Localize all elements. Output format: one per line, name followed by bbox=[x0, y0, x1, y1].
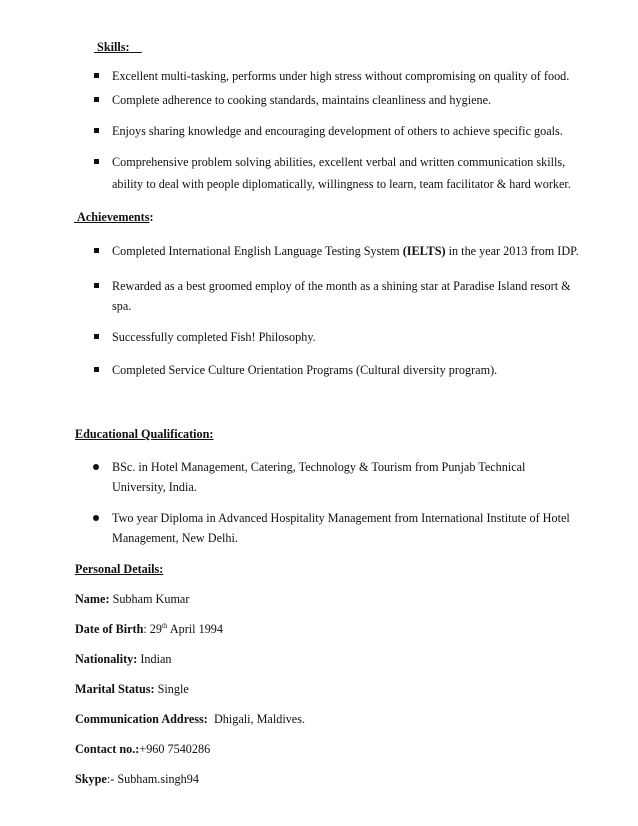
personal-skype-value: :- Subham.singh94 bbox=[106, 772, 199, 786]
skills-item-text: Enjoys sharing knowledge and encouraging development of others to achieve specific goals. bbox=[112, 124, 563, 138]
square-bullet-icon bbox=[94, 248, 99, 253]
personal-dob-label: Date of Birth bbox=[75, 622, 144, 636]
square-bullet-icon bbox=[94, 128, 99, 133]
round-bullet-icon bbox=[93, 515, 99, 521]
square-bullet-icon bbox=[94, 283, 99, 288]
personal-address-value: Dhigali, Maldives. bbox=[207, 712, 305, 726]
education-item-text: Management, New Delhi. bbox=[112, 531, 238, 545]
personal-skype-label: Skype bbox=[75, 772, 107, 786]
personal-name-value: Subham Kumar bbox=[109, 592, 190, 606]
personal-nationality-value: Indian bbox=[137, 652, 172, 666]
skills-heading bbox=[94, 40, 142, 55]
education-item-text: BSc. in Hotel Management, Catering, Technology & Tourism from Punjab Technical bbox=[112, 460, 526, 474]
achievements-item-text bbox=[112, 244, 579, 258]
achievements-heading-colon: : bbox=[149, 210, 154, 224]
education-item-text: Two year Diploma in Advanced Hospitality Management from International Institute of Hotel bbox=[112, 511, 570, 525]
personal-dob-rest: April 1994 bbox=[167, 622, 223, 636]
personal-marital-label: Marital Status: bbox=[75, 682, 155, 696]
personal-skype bbox=[75, 772, 199, 787]
square-bullet-icon bbox=[94, 334, 99, 339]
personal-marital-value: Single bbox=[154, 682, 189, 696]
skills-item-text: Complete adherence to cooking standards, maintains cleanliness and hygiene. bbox=[112, 93, 492, 107]
achievements-heading bbox=[74, 210, 154, 225]
personal-dob bbox=[75, 622, 223, 637]
personal-contact bbox=[75, 742, 210, 757]
personal-contact-label: Contact no.: bbox=[75, 742, 140, 756]
achievements-item-text-bold: (IELTS) bbox=[402, 244, 446, 258]
square-bullet-icon bbox=[94, 159, 99, 164]
square-bullet-icon bbox=[94, 73, 99, 78]
achievements-item-text-pre: Completed International English Language Testing System bbox=[112, 244, 403, 258]
skills-item-text: ability to deal with people diplomatically, willingness to learn, team facilitator & hard worker. bbox=[112, 177, 571, 191]
education-heading: Educational Qualification: bbox=[75, 427, 214, 441]
personal-dob-day: : 29 bbox=[143, 622, 162, 636]
skills-heading-text: Skills: bbox=[97, 40, 130, 54]
square-bullet-icon bbox=[94, 367, 99, 372]
personal-name bbox=[75, 592, 189, 607]
personal-address-label: Communication Address: bbox=[75, 712, 208, 726]
skills-item-text: Excellent multi-tasking, performs under high stress without compromising on quality of food. bbox=[112, 69, 570, 83]
education-item-text: University, India. bbox=[112, 480, 197, 494]
achievements-item-text: Rewarded as a best groomed employ of the month as a shining star at Paradise Island resort & bbox=[112, 279, 571, 293]
achievements-item-text-post: in the year 2013 from IDP. bbox=[445, 244, 579, 258]
personal-heading: Personal Details: bbox=[75, 562, 164, 576]
achievements-item-text: Completed Service Culture Orientation Programs (Cultural diversity program). bbox=[112, 363, 498, 377]
achievements-item-text: Successfully completed Fish! Philosophy. bbox=[112, 330, 316, 344]
personal-dob-suffix: th bbox=[162, 621, 168, 630]
square-bullet-icon bbox=[94, 97, 99, 102]
achievements-heading-text: Achievements bbox=[77, 210, 150, 224]
personal-marital bbox=[75, 682, 189, 697]
personal-name-label: Name: bbox=[75, 592, 110, 606]
personal-nationality bbox=[75, 652, 171, 667]
personal-address bbox=[75, 712, 305, 727]
achievements-item-text: spa. bbox=[112, 299, 132, 313]
round-bullet-icon bbox=[93, 464, 99, 470]
personal-contact-value: +960 7540286 bbox=[139, 742, 211, 756]
personal-nationality-label: Nationality: bbox=[75, 652, 138, 666]
skills-item-text: Comprehensive problem solving abilities, excellent verbal and written communication skills, bbox=[112, 155, 566, 169]
